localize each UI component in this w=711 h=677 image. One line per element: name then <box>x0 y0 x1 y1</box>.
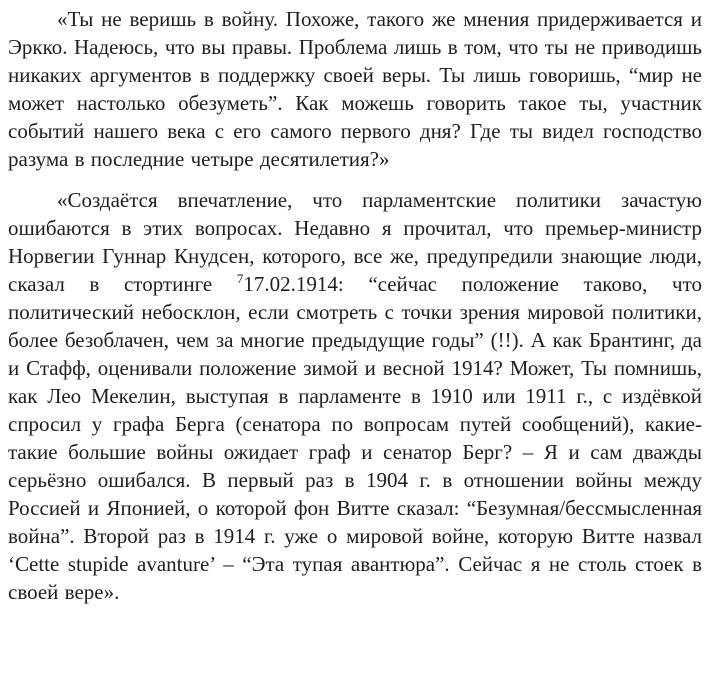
paragraph-war-belief: «Ты не веришь в войну. Похоже, такого же мнения придерживается и Эркко. Надеюсь, что вы правы. Проблема лишь в том, что ты не приводишь никаких аргументов в поддержку своей веры. Ты лишь говоришь, “мир не может настолько обезуметь”. Как можешь говорить такое ты, участник событий нашего века с его самого первого дня? Где ты видел господство разума в последние четыре десятилетия?» <box>8 7 702 171</box>
paragraph-2-text-after-footnote: 17.02.1914: “сейчас положение таково, что политический небосклон, если смотреть с точки зрения мировой политики, более безоблачен, чем за многие предыдущие годы” (!!). А как Брантинг, да и Стафф, оценивали положение зимой и весной 1914? Может, Ты помнишь, как Лео Мекелин, выступая в парламенте в 1910 или 1911 г., с издёвкой спросил у графа Берга (сенатора по вопросам путей сообщений), какие-такие большие войны ожидает граф и сенатор Берг? – Я и сам дважды серьёзно ошибался. В первый раз в 1904 г. в отношении войны между Россией и Японией, о которой фон Витте сказал: “Безумная/бессмысленная война”. Второй раз в 1914 г. уже о мировой войне, которую Витте назвал ‘Cette stupide avanture’ – “Эта тупая авантюра”. Сейчас я не столь стоек в своей вере». <box>8 272 703 604</box>
paragraph-parliament-politicians <box>8 186 702 606</box>
footnote-marker: 7 <box>236 271 244 286</box>
paragraph-2-text-before-footnote: «Создаётся впечатление, что парламентские политики зачастую ошибаются в этих вопросах. Недавно я прочитал, что премьер-министр Норвегии Гуннар Кнудсен, которого, все же, предупредили знающие люди, сказал в стортинге <box>8 188 702 296</box>
